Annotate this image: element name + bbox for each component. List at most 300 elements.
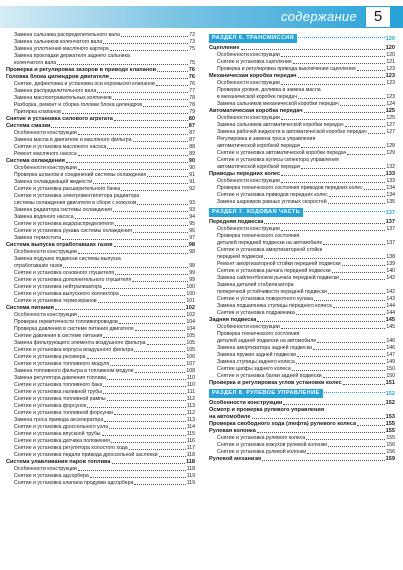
leader-dots (364, 189, 386, 190)
toc-entry[interactable] (6, 151, 195, 158)
page-ref: 76 (189, 81, 195, 87)
page-ref: 115 (186, 431, 195, 437)
toc-entry[interactable] (209, 275, 395, 282)
leader-dots (107, 148, 188, 149)
leader-dots (257, 321, 384, 322)
leader-dots (281, 175, 385, 176)
page-ref: 98 (188, 242, 195, 248)
leader-dots (78, 316, 186, 317)
section-title: РАЗДЕЛ 6. ТРАНСМИССИЯ (209, 34, 297, 43)
toc-entry[interactable] (6, 95, 195, 102)
toc-entry[interactable] (6, 403, 195, 410)
toc-chapter-entry[interactable] (209, 400, 395, 407)
leader-dots (301, 168, 385, 169)
entry-title: Особенности конструкции (14, 249, 77, 255)
leader-dots (114, 414, 186, 415)
page-ref: 152 (385, 390, 395, 397)
leader-dots (63, 267, 188, 268)
toc-entry[interactable] (6, 361, 195, 368)
leader-dots (333, 307, 386, 308)
toc-entry[interactable] (209, 352, 395, 359)
toc-entry[interactable] (6, 249, 195, 256)
toc-entry[interactable] (6, 389, 195, 396)
entry-title: Особенности конструкции (14, 312, 77, 318)
toc-chapter-entry[interactable] (6, 459, 195, 466)
entry-title: деталей задней подвески на автомобиле (217, 338, 317, 344)
entry-title: Снятие и установка водораспределителя (14, 221, 114, 227)
toc-entry[interactable] (6, 221, 195, 228)
leader-dots (109, 428, 186, 429)
entry-title: Регулировка и замена троса управления (217, 136, 316, 142)
page-ref: 146 (386, 345, 395, 351)
page-ref: 137 (385, 219, 395, 225)
toc-chapter-entry[interactable] (6, 305, 195, 312)
entry-title: Снятие и установка топливной форсунки (14, 410, 113, 416)
entry-title: Особенности конструкции (14, 130, 77, 136)
toc-entry[interactable] (209, 129, 395, 136)
toc-section-heading[interactable] (209, 34, 395, 43)
entry-title: Снятие и установка сцепления (217, 59, 292, 65)
toc-chapter-entry[interactable] (209, 456, 395, 463)
page-ref: 88 (189, 144, 195, 150)
toc-section-heading[interactable] (209, 208, 395, 217)
toc-entry[interactable] (209, 240, 395, 247)
entry-title: Замена фильтрующего элемента воздушного фильтра (14, 340, 146, 346)
entry-title: Замена амортизатора задней подвески (217, 345, 312, 351)
entry-title: Особенности конструкции (217, 324, 280, 330)
page-ref: 100 (186, 291, 195, 297)
section-title: РАЗДЕЛ 8. РУЛЕВОЕ УПРАВЛЕНИЕ (209, 389, 323, 398)
leader-dots (134, 484, 185, 485)
entry-title: Особенности конструкции (14, 165, 77, 171)
page-ref: 143 (386, 296, 395, 302)
page-ref: 79 (189, 109, 195, 115)
toc-entry[interactable] (6, 270, 195, 277)
page-ref: 102 (185, 305, 195, 311)
toc-entry[interactable] (209, 310, 395, 317)
entry-title: автоматической коробкой передач (217, 164, 301, 170)
page-ref: 135 (386, 199, 395, 205)
toc-entry[interactable] (6, 319, 195, 326)
entry-title: Снятие и установка адсорбера (14, 473, 89, 479)
leader-dots (292, 370, 386, 371)
toc-entry[interactable] (209, 94, 395, 101)
page-ref: 134 (386, 192, 395, 198)
toc-entry[interactable] (209, 101, 395, 108)
page-ref: 119 (186, 480, 195, 486)
toc-chapter-entry[interactable] (209, 407, 395, 414)
leader-dots (103, 393, 186, 394)
entry-title: Снятие и установка масляного насоса (14, 144, 107, 150)
leader-dots (111, 442, 186, 443)
toc-entry[interactable] (209, 136, 395, 143)
entry-title: Снятие и установка балки задней подвески (217, 373, 322, 379)
page-number: 5 (365, 6, 391, 28)
leader-dots (103, 386, 185, 387)
entry-title: Замена сальника распределительного вала (14, 32, 120, 38)
toc-chapter-entry[interactable] (209, 219, 395, 226)
toc-entry[interactable] (6, 445, 195, 452)
leader-dots (143, 106, 188, 107)
leader-dots (281, 84, 386, 85)
toc-entry[interactable] (209, 87, 395, 94)
entry-title: Замена уплотнения масляного картера (14, 46, 109, 52)
toc-chapter-entry[interactable] (209, 108, 395, 115)
entry-title: Снятие и установка рычага передней подвески (217, 268, 331, 274)
leader-dots (301, 147, 385, 148)
toc-entry[interactable] (209, 261, 395, 268)
toc-chapter-entry[interactable] (209, 171, 395, 178)
page-ref: 156 (386, 442, 395, 448)
toc-entry[interactable] (209, 115, 395, 122)
toc-entry[interactable] (209, 345, 395, 352)
page-ref: 99 (189, 277, 195, 283)
leader-dots (296, 363, 386, 364)
leader-dots (304, 211, 385, 212)
page-ref: 137 (386, 240, 395, 246)
entry-title: Рулевой механизм (209, 456, 262, 462)
leader-dots (340, 279, 385, 280)
entry-title: Снятие и установка приводов передних колес (217, 192, 328, 198)
leader-dots (297, 356, 385, 357)
leader-dots (281, 230, 386, 231)
toc-entry[interactable] (6, 466, 195, 473)
entry-title: Замена троса привода акселератора (14, 417, 104, 423)
toc-chapter-entry[interactable] (209, 428, 395, 435)
entry-title: поперечной устойчивости передней подвески (217, 289, 327, 295)
page-ref: 110 (186, 382, 195, 388)
leader-dots (102, 435, 186, 436)
leader-dots (57, 64, 188, 65)
toc-entry[interactable] (209, 178, 395, 185)
toc-entry[interactable] (6, 165, 195, 172)
toc-chapter-entry[interactable] (6, 116, 195, 123)
toc-entry[interactable] (209, 59, 395, 66)
leader-dots (78, 134, 188, 135)
toc-entry[interactable] (6, 179, 195, 186)
toc-entry[interactable] (209, 233, 395, 240)
page-ref: 140 (386, 268, 395, 274)
leader-dots (103, 43, 188, 44)
entry-title: Притирка клапанов (14, 109, 61, 115)
toc-entry[interactable] (6, 340, 195, 347)
leader-dots (62, 239, 188, 240)
toc-entry[interactable] (209, 247, 395, 254)
page-ref: 144 (386, 303, 395, 309)
leader-dots (281, 119, 386, 120)
entry-title: Замена маслоотражательных колпачков (14, 95, 112, 101)
entry-title: Снятие и установка поворотного кулака (217, 296, 314, 302)
toc-entry[interactable] (6, 32, 195, 39)
entry-title: Замена пружин задней подвески (217, 352, 296, 358)
toc-entry[interactable] (209, 449, 395, 456)
entry-title: Снятие и установка автоматической коробки передач (217, 150, 347, 156)
leader-dots (313, 349, 385, 350)
entry-title: Снятие и установка подрамника (217, 310, 295, 316)
toc-entry[interactable] (6, 312, 195, 319)
toc-entry[interactable] (209, 435, 395, 442)
toc-entry[interactable] (209, 359, 395, 366)
entry-title: отработавших газов (14, 263, 63, 269)
toc-entry[interactable] (6, 109, 195, 116)
toc-entry[interactable] (6, 326, 195, 333)
toc-entry[interactable] (6, 431, 195, 438)
entry-title: Система питания (6, 305, 54, 311)
toc-entry[interactable] (209, 254, 395, 261)
entry-title: Проверка уровня, доливка и замена масла (217, 87, 321, 93)
toc-entry[interactable] (6, 53, 195, 60)
toc-entry[interactable] (209, 185, 395, 192)
toc-entry[interactable] (6, 333, 195, 340)
entry-title: на автомобиле (209, 414, 251, 420)
page-ref: 125 (385, 108, 395, 114)
leader-dots (257, 432, 385, 433)
toc-entry[interactable] (6, 214, 195, 221)
toc-entry[interactable] (6, 417, 195, 424)
leader-dots (345, 126, 386, 127)
leader-dots (281, 182, 386, 183)
leader-dots (357, 70, 386, 71)
toc-chapter-entry[interactable] (209, 45, 395, 52)
leader-dots (281, 56, 386, 57)
page-ref: 139 (386, 261, 395, 267)
toc-entry[interactable] (209, 199, 395, 206)
page-ref: 104 (186, 319, 195, 325)
toc-entry[interactable] (209, 268, 395, 275)
toc-chapter-entry[interactable] (6, 74, 195, 81)
page-ref: 112 (186, 410, 195, 416)
leader-dots (281, 328, 386, 329)
toc-chapter-entry[interactable] (209, 414, 395, 421)
page-ref: 125 (386, 115, 395, 121)
leader-dots (113, 211, 188, 212)
page-ref: 120 (385, 35, 395, 42)
toc-entry[interactable] (6, 256, 195, 263)
entry-title: Разборка, ремонт и сборка головки блока цилиндров (14, 102, 143, 108)
toc-entry[interactable] (209, 164, 395, 171)
toc-entry[interactable] (6, 235, 195, 242)
toc-entry[interactable] (209, 80, 395, 87)
toc-chapter-entry[interactable] (6, 158, 195, 165)
toc-entry[interactable] (6, 354, 195, 361)
page-ref: 120 (386, 52, 395, 58)
toc-entry[interactable] (6, 102, 195, 109)
toc-entry[interactable] (6, 368, 195, 375)
toc-entry[interactable] (6, 438, 195, 445)
entry-title: Снятие и установка наливной трубы (14, 389, 102, 395)
page-ref: 150 (386, 366, 395, 372)
toc-entry[interactable] (209, 150, 395, 157)
entry-title: Замена сальников автоматической коробки передач (217, 122, 344, 128)
toc-entry[interactable] (6, 137, 195, 144)
leader-dots (137, 204, 188, 205)
leader-dots (115, 274, 188, 275)
toc-entry[interactable] (209, 282, 395, 289)
toc-entry[interactable] (209, 143, 395, 150)
entry-title: Система выпуска отработавших газов (6, 242, 113, 248)
toc-entry[interactable] (6, 144, 195, 151)
page-ref: 107 (186, 361, 195, 367)
leader-dots (107, 400, 186, 401)
leader-dots (298, 77, 385, 78)
leader-dots (51, 127, 187, 128)
toc-entry[interactable] (209, 366, 395, 373)
entry-title: Снятие и установка рулевого колеса (217, 435, 306, 441)
leader-dots (296, 314, 385, 315)
toc-entry[interactable] (6, 88, 195, 95)
entry-title: Снятие и установка ресивера (14, 354, 86, 360)
entry-title: Замена подшипника ступицы переднего колеса (217, 303, 332, 309)
leader-dots (133, 141, 189, 142)
leader-dots (262, 460, 385, 461)
toc-entry[interactable] (6, 60, 195, 67)
toc-entry[interactable] (6, 382, 195, 389)
toc-chapter-entry[interactable] (6, 67, 195, 74)
toc-entry[interactable] (6, 277, 195, 284)
leader-dots (357, 425, 385, 426)
toc-chapter-entry[interactable] (209, 317, 395, 324)
page-ref: 76 (188, 67, 195, 73)
page-ref: 128 (386, 143, 395, 149)
toc-entry[interactable] (6, 424, 195, 431)
toc-chapter-entry[interactable] (209, 73, 395, 80)
leader-dots (342, 265, 386, 266)
toc-entry[interactable] (209, 296, 395, 303)
toc-entry[interactable] (6, 298, 195, 305)
page-ref: 105 (186, 333, 195, 339)
toc-right-column (209, 32, 395, 463)
page-ref: 153 (385, 414, 395, 420)
entry-title: Механическая коробка передач (209, 73, 297, 79)
page-ref: 105 (186, 340, 195, 346)
entry-title: Особенности конструкции (217, 226, 280, 232)
entry-title: Проверка свободного хода (люфта) рулевого колеса (209, 421, 357, 427)
page-ref: 102 (186, 312, 195, 318)
leader-dots (87, 407, 186, 408)
toc-entry[interactable] (209, 324, 395, 331)
entry-title: Проверка и регулировка зазоров в приводе клапанов (6, 67, 157, 73)
toc-entry[interactable] (6, 172, 195, 179)
toc-entry[interactable] (6, 375, 195, 382)
toc-entry[interactable] (6, 291, 195, 298)
entry-title: Снятие и установка впускной трубы (14, 431, 101, 437)
toc-entry[interactable] (6, 396, 195, 403)
entry-title: Снятие и установка регулятора холостого хода (14, 445, 128, 451)
toc-entry[interactable] (6, 39, 195, 46)
toc-entry[interactable] (6, 284, 195, 291)
entry-title: Снятие и установка топливной рампы (14, 396, 106, 402)
page-ref: 149 (386, 359, 395, 365)
entry-title: Замена шарниров равных угловых скоростей (217, 199, 327, 205)
entry-title: Проверка давления в системе питания двигателя (14, 326, 134, 332)
page-ref: 93 (189, 200, 195, 206)
page-ref: 134 (386, 185, 395, 191)
toc-entry[interactable] (6, 263, 195, 270)
leader-dots (78, 155, 188, 156)
entry-title: в механической коробке передач (217, 94, 297, 100)
entry-title: Снятие и установка клапана продувки адсорбера (14, 480, 134, 486)
page-ref: 132 (386, 164, 395, 170)
page-ref: 78 (189, 102, 195, 108)
leader-dots (347, 154, 385, 155)
page-ref: 144 (386, 310, 395, 316)
toc-entry[interactable] (209, 226, 395, 233)
entry-title: Снятие и установка рулевой колонки (217, 449, 307, 455)
entry-title: Снятие и установка педали привода дроссельной заслонки (14, 452, 158, 458)
toc-entry[interactable] (6, 81, 195, 88)
toc-entry[interactable] (209, 442, 395, 449)
page-ref: 73 (189, 39, 195, 45)
toc-entry[interactable] (6, 452, 195, 459)
page-ref: 98 (189, 263, 195, 269)
toc-left-column (6, 32, 195, 487)
toc-entry[interactable] (6, 200, 195, 207)
page-ref: 150 (386, 373, 395, 379)
page-ref: 123 (386, 66, 395, 72)
toc-entry[interactable] (6, 228, 195, 235)
page-ref: 90 (189, 165, 195, 171)
header-title: содержание (280, 9, 357, 24)
entry-title: Передняя подвеска (209, 219, 264, 225)
entry-title: Рулевая колонка (209, 428, 256, 434)
toc-entry[interactable] (209, 157, 395, 164)
toc-entry[interactable] (6, 186, 195, 193)
page-ref: 87 (189, 137, 195, 143)
toc-entry[interactable] (209, 331, 395, 338)
toc-entry[interactable] (6, 410, 195, 417)
toc-entry[interactable] (209, 289, 395, 296)
entry-title: Особенности конструкции (217, 178, 280, 184)
toc-entry[interactable] (6, 473, 195, 480)
toc-chapter-entry[interactable] (209, 421, 395, 428)
page-ref: 155 (386, 435, 395, 441)
toc-chapter-entry[interactable] (6, 123, 195, 130)
toc-entry[interactable] (6, 207, 195, 214)
page-ref: 98 (189, 249, 195, 255)
toc-entry[interactable] (6, 46, 195, 53)
page-ref: 118 (186, 452, 195, 458)
toc-entry[interactable] (209, 66, 395, 73)
toc-entry[interactable] (209, 373, 395, 380)
entry-title: Система улавливания паров топлива (6, 459, 111, 465)
toc-chapter-entry[interactable] (209, 380, 395, 387)
toc-entry[interactable] (209, 52, 395, 59)
toc-entry[interactable] (6, 347, 195, 354)
page-ref: 111 (187, 389, 195, 395)
leader-dots (304, 112, 385, 113)
entry-title: Задняя подвеска (209, 317, 257, 323)
leader-dots (328, 293, 385, 294)
entry-title: Снятие и установка форсунок (14, 403, 87, 409)
entry-title: Замена охлаждающей жидкости (14, 179, 93, 185)
toc-entry[interactable] (209, 338, 395, 345)
leader-dots (115, 225, 189, 226)
toc-section-heading[interactable] (209, 389, 395, 398)
leader-dots (298, 98, 385, 99)
toc-entry[interactable] (209, 303, 395, 310)
toc-chapter-entry[interactable] (6, 242, 195, 249)
toc-entry[interactable] (6, 193, 195, 200)
toc-entry[interactable] (209, 192, 395, 199)
page-ref: 104 (186, 326, 195, 332)
page-ref: 116 (186, 438, 195, 444)
toc-entry[interactable] (6, 480, 195, 487)
toc-entry[interactable] (209, 122, 395, 129)
entry-title: Снятие и установка кулисы селектора управления (217, 157, 339, 163)
leader-dots (159, 456, 186, 457)
toc-entry[interactable] (6, 130, 195, 137)
entry-title: Замена ступицы заднего колеса (217, 359, 295, 365)
